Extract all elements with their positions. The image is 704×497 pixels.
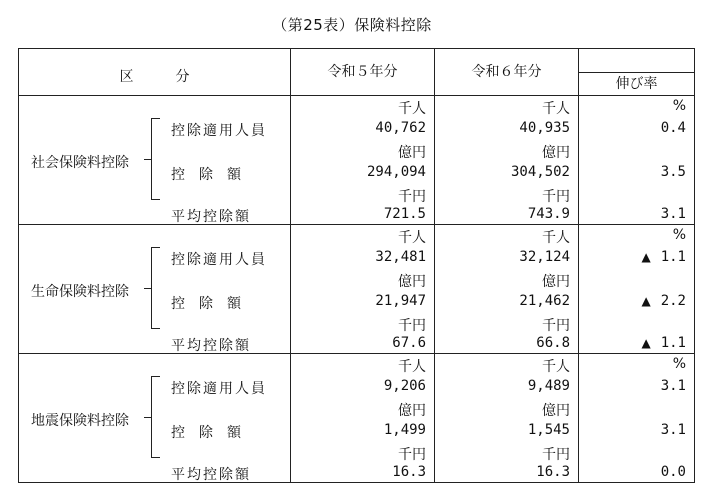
value-people-r6: 40,935 — [519, 120, 570, 136]
value-average-r6: 743.9 — [527, 206, 570, 222]
header-rate-cell — [579, 49, 695, 96]
unit-average: 千円 — [542, 189, 570, 205]
rate-amount: 3.5 — [660, 164, 686, 180]
item-people: 控除適用人員 — [171, 381, 267, 397]
value-average-r5: 721.5 — [383, 206, 426, 222]
unit-average: 千円 — [398, 189, 426, 205]
rate-average: ▲ 1.1 — [641, 335, 686, 351]
header-category: 区 分 — [119, 69, 190, 85]
value-amount-r6: 21,462 — [519, 293, 570, 309]
brace-icon — [151, 376, 162, 458]
value-people-r5: 32,481 — [375, 249, 426, 265]
header-year5-cell — [291, 49, 435, 96]
item-people: 控除適用人員 — [171, 252, 267, 268]
value-amount-r6: 1,545 — [527, 422, 570, 438]
section-social-insurance — [19, 96, 695, 225]
header-year6: 令和６年分 — [471, 64, 542, 80]
header-row — [19, 49, 695, 96]
rate-average: 3.1 — [660, 206, 686, 222]
section-name: 社会保険料控除 — [31, 155, 129, 171]
section-life-insurance — [19, 225, 695, 354]
page-title: （第25表）保険料控除 — [272, 16, 432, 34]
unit-average: 千円 — [398, 447, 426, 463]
item-amount: 控 除 額 — [171, 167, 241, 183]
unit-people: 千人 — [398, 230, 426, 246]
unit-average: 千円 — [542, 318, 570, 334]
item-amount: 控 除 額 — [171, 296, 241, 312]
decrease-marker: ▲ — [641, 336, 651, 350]
header-category-cell — [19, 49, 291, 96]
header-year5: 令和５年分 — [327, 64, 398, 80]
item-amount: 控 除 額 — [171, 425, 241, 441]
unit-average: 千円 — [398, 318, 426, 334]
item-average: 平均控除額 — [171, 467, 251, 483]
rate-average: 0.0 — [660, 464, 686, 480]
unit-percent: % — [672, 227, 686, 243]
unit-amount: 億円 — [542, 274, 570, 290]
header-rate: 伸び率 — [578, 72, 695, 96]
unit-people: 千人 — [398, 359, 426, 375]
value-amount-r6: 304,502 — [510, 164, 570, 180]
brace-icon — [151, 118, 162, 200]
insurance-deduction-table — [18, 48, 695, 483]
value-amount-r5: 294,094 — [366, 164, 426, 180]
section-earthquake-insurance — [19, 354, 695, 483]
value-amount-r5: 1,499 — [383, 422, 426, 438]
unit-percent: % — [672, 98, 686, 114]
value-people-r5: 9,206 — [383, 378, 426, 394]
unit-people: 千人 — [398, 101, 426, 117]
item-average: 平均控除額 — [171, 209, 251, 225]
section-name: 地震保険料控除 — [31, 413, 129, 429]
unit-amount: 億円 — [542, 403, 570, 419]
header-year6-cell — [435, 49, 579, 96]
decrease-marker: ▲ — [641, 294, 651, 308]
unit-amount: 億円 — [398, 145, 426, 161]
value-average-r6: 16.3 — [536, 464, 570, 480]
value-people-r6: 9,489 — [527, 378, 570, 394]
value-people-r5: 40,762 — [375, 120, 426, 136]
unit-amount: 億円 — [542, 145, 570, 161]
rate-amount: 3.1 — [660, 422, 686, 438]
rate-amount: ▲ 2.2 — [641, 293, 686, 309]
unit-amount: 億円 — [398, 403, 426, 419]
unit-people: 千人 — [542, 359, 570, 375]
rate-people: ▲ 1.1 — [641, 249, 686, 265]
unit-average: 千円 — [542, 447, 570, 463]
section-name: 生命保険料控除 — [31, 284, 129, 300]
value-average-r5: 67.6 — [392, 335, 426, 351]
brace-icon — [151, 247, 162, 329]
item-people: 控除適用人員 — [171, 123, 267, 139]
unit-people: 千人 — [542, 230, 570, 246]
value-people-r6: 32,124 — [519, 249, 570, 265]
rate-people: 0.4 — [660, 120, 686, 136]
value-average-r5: 16.3 — [392, 464, 426, 480]
unit-percent: % — [672, 356, 686, 372]
decrease-marker: ▲ — [641, 250, 651, 264]
value-average-r6: 66.8 — [536, 335, 570, 351]
item-average: 平均控除額 — [171, 338, 251, 354]
unit-people: 千人 — [542, 101, 570, 117]
unit-amount: 億円 — [398, 274, 426, 290]
rate-people: 3.1 — [660, 378, 686, 394]
value-amount-r5: 21,947 — [375, 293, 426, 309]
